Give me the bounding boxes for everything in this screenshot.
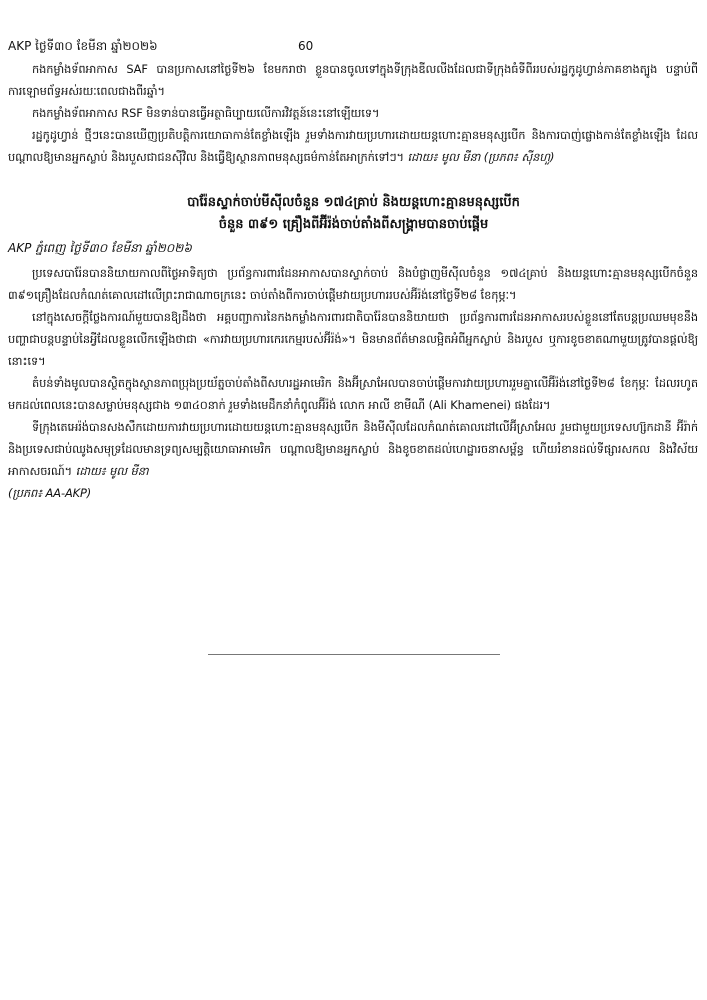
paragraph-text: ទីក្រុងតេអេរ៉ង់បានសងសឹកដោយការវាយប្រហារដោយយន្តហោះគ្មានមនុស្សបើក និងមីស៊ីលដែលកំណត់គោលដៅលើអ៊ីស្រាអែល រួមជាមួយប្រទេសហ្ស៊កដានី អ៊ីរ៉ាក់ និងប្រទេសជាប់ឈូងសមុទ្រដែលមានទ្រព្យសម្បត្តិយោធាអាមេរិក បណ្តាលឱ្យមានអ្នកស្លាប់ និងខូចខាតដល់ហេដ្ឋារចនាសម្ព័ន្ធ ហើយរំខានដល់ទីផ្សារសកល និងវិស័យអាកាសចរណ៍។: [8, 420, 698, 478]
previous-article-continuation: [8, 58, 698, 168]
byline: ដោយ៖ មូល មីនា: [72, 464, 149, 478]
paragraph: នៅក្នុងសេចក្តីថ្លែងការណ៍មួយបានឱ្យដឹងថា អគ្គបញ្ជាការនៃកងកម្លាំងការពារជាតិបារ៉ែនបាននិយាយថា ប្រព័ន្ធការពារដែនអាកាសរបស់ខ្លួននៅតែបន្តប្រឈមមុខនឹងបញ្ហាជាបន្តបន្ទាប់នៃអ្វីដែលខ្លួនលើកឡើងថាជា «ការវាយប្រហារកេរកេម្មរបស់អ៊ីរ៉ង់»។ មិនមានព័ត៌មានលម្អិតអំពីអ្នកស្លាប់ និងរបួស ឬការខូចខាតណាមួយត្រូវបានផ្តល់ឱ្យនោះទេ។: [8, 310, 698, 368]
paragraph: ប្រទេសបារ៉ែនបាននិយាយកាលពីថ្ងៃអាទិត្យថា ប្រព័ន្ធការពារដែនអាកាសបានស្ទាក់ចាប់ និងបំផ្លាញមីស៊ីលចំនួន ១៧៤គ្រាប់ និងយន្តហោះគ្មានមនុស្សបើកចំនួន ៣៩១គ្រឿងដែលកំណត់គោលដៅលើព្រះរាជាណាចក្រនេះ ចាប់តាំងពីការចាប់ផ្តើមវាយប្រហាររបស់អ៊ីរ៉ង់នៅថ្ងៃទី២៨ ខែកុម្ភៈ។: [8, 266, 698, 302]
paragraph: [8, 416, 698, 482]
headline-line-2: ចំនួន ៣៩១ គ្រឿងពីអ៊ីរ៉ង់ចាប់តាំងពីសង្គ្រាមបានចាប់ផ្តើម: [218, 217, 489, 232]
paragraph: [8, 124, 698, 168]
paragraph-text: រដ្ឋកូដូហ្វាន់ ថ្មីៗនេះបានឃើញប្រតិបត្តិការយោធាកាន់តែខ្លាំងឡើង រួមទាំងការវាយប្រហារដោយយន្តហោះគ្មានមនុស្សបើក និងការបាញ់ផ្លោងកាន់តែខ្លាំងឡើង ដែលបណ្តាលឱ្យមានអ្នកស្លាប់ និងរបួសជាជនស៊ីវិល និងធ្វើឱ្យស្ថានភាពមនុស្សធម៌កាន់តែអាក្រក់ទៅៗ។: [8, 128, 698, 164]
byline: ដោយ៖ មូល មីនា (ប្រភព៖ ស៊ីនហួ): [403, 150, 555, 164]
article-headline: [40, 192, 667, 236]
source-note: (ប្រភព៖ AA-AKP): [8, 486, 92, 500]
paragraph: តំបន់ទាំងមូលបានស្ថិតក្នុងស្ថានភាពប្រុងប្រយ័ត្នចាប់តាំងពីសហរដ្ឋអាមេរិក និងអ៊ីស្រាអែលបានចាប់ផ្តើមការវាយប្រហាររួមគ្នាលើអ៊ីរ៉ង់នៅថ្ងៃទី២៨ ខែកុម្ភៈ ដែលរហូតមកដល់ពេលនេះបានសម្លាប់មនុស្សជាង ១៣៤០នាក់ រួមទាំងមេដឹកនាំកំពូលអ៊ីរ៉ង់ លោក អាលី ខាមីណី (Ali Khamenei) ផងដែរ។: [8, 376, 698, 412]
article-dateline: AKP ភ្នំពេញ ថ្ងៃទី៣០ ខែមីនា ឆ្នាំ២០២៦: [8, 241, 192, 255]
page-number: 60: [298, 39, 314, 53]
paragraph: កងកម្លាំងទ័ពអាកាស RSF មិនទាន់បានធ្វើអត្ថាធិប្បាយលើការវិវត្តន៍នេះនៅឡើយទេ។: [32, 106, 380, 120]
paragraph: កងកម្លាំងទ័ពអាកាស SAF បានប្រកាសនៅថ្ងៃទី២៦ ខែមករាថា ខ្លួនបានចូលទៅក្នុងទីក្រុងឌីលលីងដែលជាទីក្រុងធំទីពីររបស់រដ្ឋកូដូហ្វាន់ភាគខាងត្បូង បន្ទាប់ពីការឡោមព័ទ្ធអស់រយៈពេលជាងពីរឆ្នាំ។: [8, 62, 698, 98]
headline-line-1: បារ៉ែនស្ទាក់ចាប់មីស៊ីលចំនួន ១៧៤គ្រាប់ និងយន្តហោះគ្មានមនុស្សបើក: [187, 195, 520, 210]
article-body: [8, 262, 698, 504]
footer-divider: [208, 654, 500, 655]
page-header-dateline: AKP ថ្ងៃទី៣០ ខែមីនា ឆ្នាំ២០២៦: [8, 39, 158, 53]
